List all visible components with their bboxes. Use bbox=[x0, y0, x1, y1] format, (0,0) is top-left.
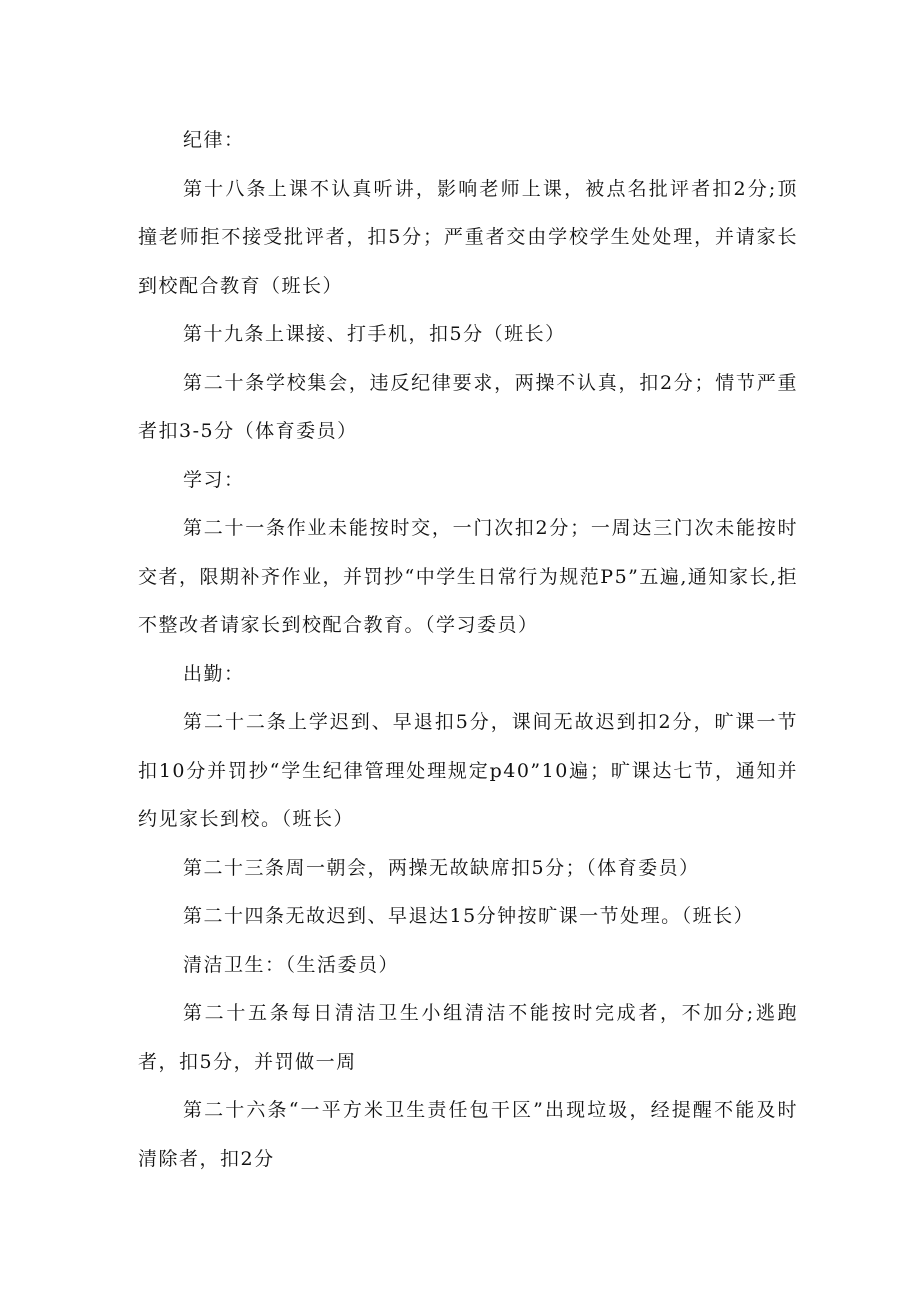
rule-25-paragraph: 第二十五条每日清洁卫生小组清洁不能按时完成者，不加分;逃跑者，扣5分，并罚做一周 bbox=[138, 1002, 798, 1073]
rule-26-paragraph: 第二十六条“一平方米卫生责任包干区”出现垃圾，经提醒不能及时清除者，扣2分 bbox=[138, 1099, 798, 1170]
rule-20-paragraph: 第二十条学校集会，违反纪律要求，两操不认真，扣2分；情节严重者扣3-5分（体育委员） bbox=[138, 371, 798, 442]
rule-24-paragraph: 第二十四条无故迟到、早退达15分钟按旷课一节处理。（班长） bbox=[183, 905, 755, 927]
attendance-heading: 出勤： bbox=[183, 662, 245, 685]
hygiene-heading: 清洁卫生：（生活委员） bbox=[183, 953, 400, 976]
rule-19-paragraph: 第十九条上课接、打手机，扣5分（班长） bbox=[183, 323, 566, 345]
discipline-heading: 纪律： bbox=[183, 129, 245, 151]
rule-23-paragraph: 第二十三条周一朝会，两操无故缺席扣5分；（体育委员） bbox=[183, 856, 700, 879]
rule-21-paragraph: 第二十一条作业未能按时交，一门次扣2分；一周达三门次未能按时交者，限期补齐作业，并罚抄“中学生日常行为规范P5”五遍,通知家长,拒不整改者请家长到校配合教育。（学习委员） bbox=[138, 517, 798, 636]
document-body bbox=[138, 116, 798, 1183]
rule-22-paragraph: 第二十二条上学迟到、早退扣5分，课间无故迟到扣2分，旷课一节扣10分并罚抄“学生纪律管理处理规定p40”10遍；旷课达七节，通知并约见家长到校。（班长） bbox=[138, 711, 798, 830]
study-heading: 学习： bbox=[183, 468, 245, 491]
rule-18-paragraph: 第十八条上课不认真听讲，影响老师上课，被点名批评者扣2分;顶撞老师拒不接受批评者，扣5分；严重者交由学校学生处处理，并请家长到校配合教育（班长） bbox=[138, 177, 798, 297]
